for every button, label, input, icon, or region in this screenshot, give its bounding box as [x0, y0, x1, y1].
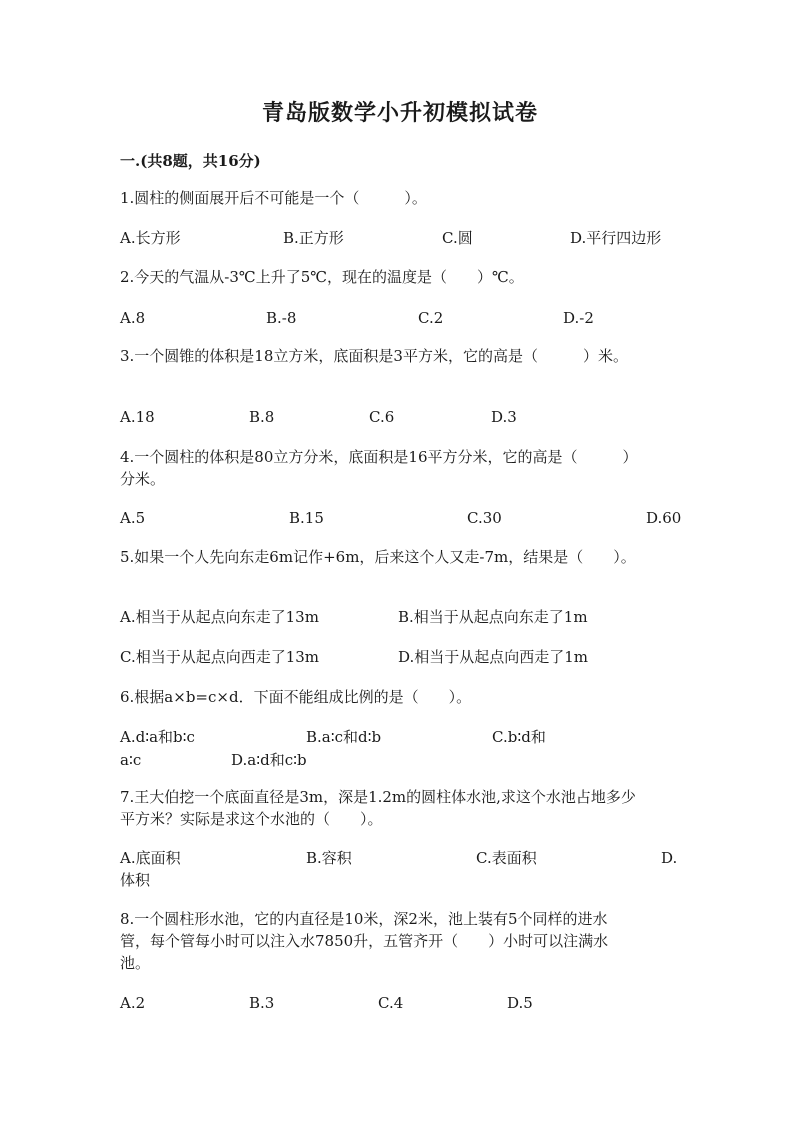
question-8-stem-line-3: 池。 [120, 954, 151, 972]
question-4-option-a: A.5 [120, 509, 146, 527]
question-7-option-d: D. [661, 849, 678, 867]
question-5-option-a: A.相当于从起点向东走了13m [120, 608, 319, 626]
question-2-option-d: D.-2 [563, 309, 594, 327]
question-6-option-c: C.b∶d和 [492, 728, 546, 746]
question-8-option-d: D.5 [507, 994, 533, 1012]
question-4-option-c: C.30 [467, 509, 502, 527]
question-1-option-d: D.平行四边形 [570, 229, 662, 247]
question-5-stem: 5.如果一个人先向东走6m记作+6m，后来这个人又走-7m，结果是（ ）。 [120, 548, 636, 566]
question-4-stem-line-2: 分米。 [120, 470, 166, 488]
question-8-option-c: C.4 [378, 994, 404, 1012]
question-3-option-b: B.8 [249, 408, 275, 426]
question-7-stem-line-2: 平方米？实际是求这个水池的（ ）。 [120, 810, 383, 828]
question-6-option-d: D.a∶d和c∶b [231, 751, 307, 769]
question-5-option-d: D.相当于从起点向西走了1m [398, 648, 589, 666]
question-2-option-b: B.-8 [266, 309, 297, 327]
question-6-option-b: B.a∶c和d∶b [306, 728, 382, 746]
question-3-option-c: C.6 [369, 408, 395, 426]
question-5-option-b: B.相当于从起点向东走了1m [398, 608, 588, 626]
question-1-option-a: A.长方形 [120, 229, 181, 247]
question-1-option-b: B.正方形 [283, 229, 344, 247]
question-8-stem-line-2: 管，每个管每小时可以注入水7850升，五管齐开（ ）小时可以注满水 [120, 932, 609, 950]
question-8-option-a: A.2 [120, 994, 146, 1012]
question-6-option-a: A.d∶a和b∶c [120, 728, 195, 746]
question-7-option-b: B.容积 [306, 849, 352, 867]
question-4-option-d: D.60 [646, 509, 682, 527]
question-8-option-b: B.3 [249, 994, 275, 1012]
question-3-stem: 3.一个圆锥的体积是18立方米，底面积是3平方米，它的高是（ ）米。 [120, 347, 628, 365]
question-8-stem-line-1: 8.一个圆柱形水池，它的内直径是10米，深2米，池上装有5个同样的进水 [120, 910, 608, 928]
question-1-option-c: C.圆 [442, 229, 473, 247]
question-7-option-c: C.表面积 [476, 849, 537, 867]
question-6-stem: 6.根据a×b=c×d．下面不能组成比例的是（ ）。 [120, 688, 472, 706]
page-title: 青岛版数学小升初模拟试卷 [261, 100, 538, 126]
section-heading: 一.(共8题，共16分) [120, 152, 261, 170]
question-2-option-a: A.8 [120, 309, 146, 327]
question-2-option-c: C.2 [418, 309, 444, 327]
question-3-option-d: D.3 [491, 408, 517, 426]
question-4-stem-line-1: 4.一个圆柱的体积是80立方分米，底面积是16平方分米，它的高是（ ） [120, 448, 638, 466]
question-7-option-a: A.底面积 [120, 849, 181, 867]
question-2-stem: 2.今天的气温从-3℃上升了5℃，现在的温度是（ ）℃。 [120, 268, 524, 286]
question-7-option-d-continued: 体积 [120, 871, 151, 889]
question-7-stem-line-1: 7.王大伯挖一个底面直径是3m，深是1.2m的圆柱体水池,求这个水池占地多少 [120, 788, 636, 806]
question-1-stem: 1.圆柱的侧面展开后不可能是一个（ ）。 [120, 189, 427, 207]
question-4-option-b: B.15 [289, 509, 324, 527]
question-3-option-a: A.18 [120, 408, 155, 426]
question-6-option-c-continued: a∶c [120, 751, 142, 769]
question-5-option-c: C.相当于从起点向西走了13m [120, 648, 320, 666]
